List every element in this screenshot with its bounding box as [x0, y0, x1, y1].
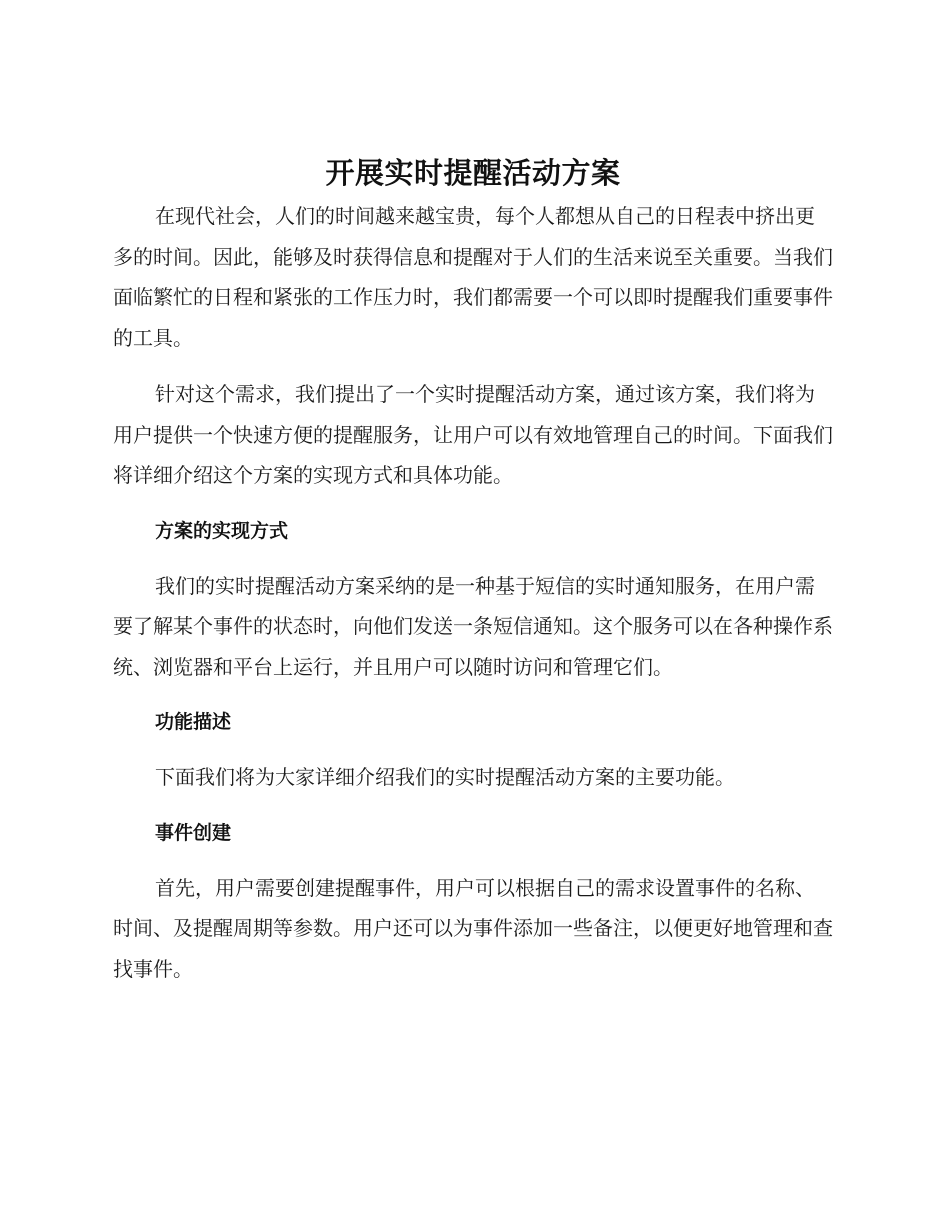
page-title: 开展实时提醒活动方案	[325, 156, 621, 190]
paragraph-features: 下面我们将为大家详细介绍我们的实时提醒活动方案的主要功能。	[155, 765, 735, 789]
section-heading-features: 功能描述	[155, 711, 232, 733]
paragraph-event-creation: 首先，用户需要创建提醒事件，用户可以根据自己的需求设置事件的名称、时间、及提醒周期等参数。用户还可以为事件添加一些备注，以便更好地管理和查找事件。	[113, 875, 833, 981]
paragraph-proposal: 针对这个需求，我们提出了一个实时提醒活动方案，通过该方案，我们将为用户提供一个快速方便的提醒服务，让用户可以有效地管理自己的时间。下面我们将详细介绍这个方案的实现方式和具体功能。	[113, 382, 833, 487]
document-page	[113, 150, 833, 989]
section-heading-implementation: 方案的实现方式	[155, 519, 289, 542]
paragraph-implementation: 我们的实时提醒活动方案采纳的是一种基于短信的实时通知服务，在用户需要了解某个事件的状态时，向他们发送一条短信通知。这个服务可以在各种操作系统、浏览器和平台上运行，并且用户可以随时访问和管理它们。	[113, 573, 833, 679]
paragraph-intro: 在现代社会，人们的时间越来越宝贵，每个人都想从自己的日程表中挤出更多的时间。因此，能够及时获得信息和提醒对于人们的生活来说至关重要。当我们面临繁忙的日程和紧张的工作压力时，我们都需要一个可以即时提醒我们重要事件的工具。	[113, 204, 833, 350]
section-heading-event-creation: 事件创建	[155, 821, 232, 844]
